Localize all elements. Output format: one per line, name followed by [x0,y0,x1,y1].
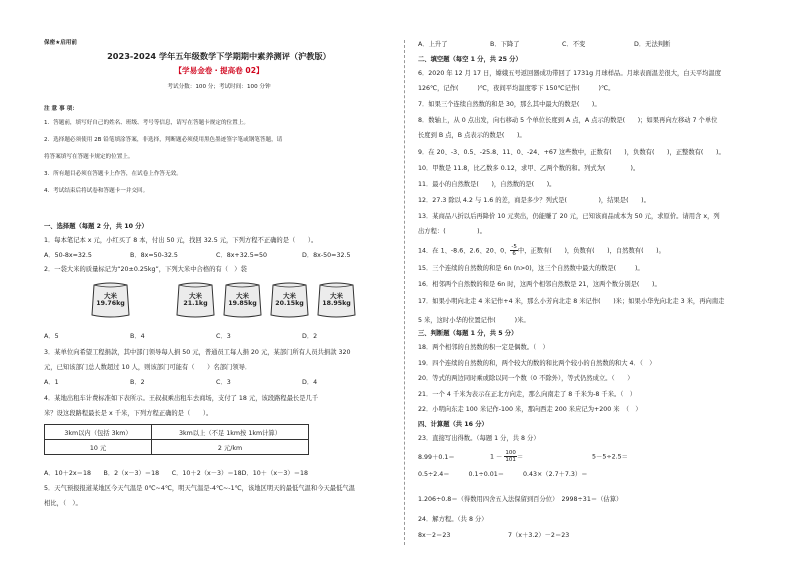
equation-title: 24．解方程。（共 8 分） [418,516,488,523]
fare-table [44,424,309,455]
bag-label: 大米 [283,292,296,300]
rice-bag [89,281,132,319]
note-3: 3．所有题目必须在答题卡上作答，在试卷上作答无效。 [44,171,182,177]
fraction-denominator: 101 [505,457,516,463]
q2-option-c[interactable]: C．3 [216,333,231,340]
fare-header-within-3km: 3km以内（包括 3km） [45,425,152,440]
q5-option-c[interactable]: C．不变 [562,41,586,48]
judge-item: 18．两个相邻的自然数的积一定是偶数。（ ） [418,344,549,351]
fill-line: 8．数轴上，从 0 点出发，向右移动 5 个单位长度到 A 点，A 点示的数是( )；如果再向左移动 7 个单位 [418,117,718,124]
question-5-cont: 相比，（ ）。 [44,500,82,507]
rice-bags [44,281,394,325]
fill-line: 5 米，这时小华的位置记作( )米。 [418,317,530,324]
calc-row-1 [418,450,628,463]
rice-bag [268,281,311,319]
section3-title: 三、判断题（每题 1 分，共 5 分） [418,330,518,337]
q4-options[interactable]: A．10＋2x＝18 B．2（x－3）＝18 C．10＋2（x－3）＝18D．10＋（x－3）＝18 [44,470,309,477]
bag-label: 大米 [236,292,249,300]
fill-line: 11．最小的自然数是( )，自然数的是( )。 [418,181,556,188]
calc-row-2: 0.5÷2.4＝ 0.1÷0.01＝ 0.43×（2.7＋7.3）＝ [418,471,588,478]
exam-subtitle: 【学易金卷・提高卷 02】 [174,66,264,75]
q14-prefix: 14．在 1、-8.6、2.6、20、0、 [418,247,511,255]
q2-option-b[interactable]: B．4 [130,333,145,340]
q2-option-d[interactable]: D．2 [302,333,318,340]
fare-value-over-3km: 2 元/km [152,440,309,455]
bag-label: 大米 [189,292,202,300]
bag-label: 大米 [330,292,343,300]
q1-option-a[interactable]: A．50-8x=32.5 [44,252,92,259]
calc-fraction-prefix: 1 － [490,453,503,461]
section2-title: 二、填空题（每空 1 分，共 25 分） [418,56,522,63]
judge-item: 19．四个连续的自然数的和，两个较大的数的和比两个较小的自然数的和大 4．（ ） [418,360,656,367]
rice-bag [315,281,358,319]
bag-weight: 19.85kg [228,300,257,307]
notes-title: 注 意 事 项： [44,106,78,112]
fraction [510,244,517,257]
calc-item: 5－5÷2.5＝ [592,453,628,461]
calc-item: 8.99＋0.1＝ [418,453,455,461]
q3-option-b[interactable]: B．2 [130,379,145,386]
calc-fraction-suffix: ＝ [516,453,524,461]
question-3-cont: 元，已知该部门总人数超过 10 人，则该部门可能有（ ）名部门领导． [44,364,252,371]
q1-option-b[interactable]: B．8x=50-32.5 [130,252,178,259]
fraction-denominator: 6 [512,251,516,257]
calc-title: 23．直接写出得数。（每题 1 分，共 8 分） [418,435,540,442]
q14-suffix: 中，正数有( )，负数有( )，自然数有( )。 [517,247,665,255]
fare-header-over-3km: 3km以上（不足 1km按 1km计算） [152,425,309,440]
fraction [504,450,517,463]
q5-options [418,41,706,49]
equation-2: 7（x＋3.2）－2＝23 [508,532,570,539]
q3-options [44,379,388,387]
fill-line: 长度到 B 点，B 点表示的数是( )。 [418,132,526,139]
fill-line: 出方程：( )。 [418,228,486,235]
bag-label: 大米 [104,292,117,300]
bag-weight: 20.15kg [275,300,304,307]
calc-item-fraction [490,450,590,463]
q1-option-c[interactable]: C．8x+32.5=50 [216,252,268,259]
q3-option-a[interactable]: A．1 [44,379,59,386]
fill-line: 6．2020 年 12 月 17 日，嫦娥五号返回器成功带回了 1731g 月球样品。月球表面温差很大，白天平均温度 [418,70,722,77]
calc-row-3: 1.206÷0.8＝（得数用四舍五入法保留到百分位） 2998÷31＝（估算） [418,496,623,503]
q1-option-d[interactable]: D．8x-50=32.5 [302,252,351,259]
fill-line: 17．如果小明向北走 4 米记作+4 米，那么小芳向北走 8 米记作( )米；如果小华先向北走 3 米，再向南走 [418,298,725,305]
q2-option-a[interactable]: A．5 [44,333,59,340]
left-column [44,0,394,562]
q5-option-d[interactable]: D．无法判断 [634,41,671,48]
bag-weight: 21.1kg [183,300,208,307]
fill-line: 10．甲数是 11.8，比乙数多 0.12，求甲、乙两个数的和。列式为( )。 [418,165,640,172]
q5-option-b[interactable]: B．下降了 [490,41,520,48]
secret-label: 保密★启用前 [44,40,77,46]
fill-line: 16．相邻两个自然数的和是 6n 时，这两个相邻自然数是 21，这两个数分别是( )。 [418,281,661,288]
fill-line: 13．某商品八折以后再降价 10 元卖出，仍能赚了 20 元，已知该商品成本为 50 元，求原价。请用含 x，列 [418,213,720,220]
judge-item: 22．小明向东走 100 米记作-100 米，那向西走 200 米应记为+200 米 （ ） [418,406,642,413]
q5-option-a[interactable]: A．上升了 [418,41,448,48]
exam-meta: 考试分数：100 分；考试时间：100 分钟 [167,84,271,90]
equation-1: 8x－2＝23 [418,532,451,539]
judge-item: 20．等式的两边同时乘或除以同一个数（0 不除外），等式仍然成立。（ ） [418,375,634,382]
question-5: 5．天气预报报道某地区今天气温是 0℃~4℃，明天气温是-4℃~-1℃，该地区明天的最低气温和今天最低气温 [44,485,355,492]
fill-line: 9．在 20、-3、0.5、-25.8、11、0、-24、+67 这些数中，正数有( )，负数有( )，正整数有( )。 [418,149,725,156]
bag-weight: 18.95kg [322,300,351,307]
bag-weight: 19.76kg [96,300,125,307]
note-1: 1．答题前，填写好自己的姓名、班级、考号等信息，请写在答题卡规定的位置上。 [44,120,249,126]
fill-line: 7．如果三个连续自然数的和是 30，那么其中最大的数是( )。 [418,101,601,108]
rice-bag [174,281,217,319]
question-4: 4．某地出租车计费标准如下表所示。王叔叔乘出租车去商场，支付了 18 元，该段路程最长是几千 [44,395,319,402]
fraction-numerator: 100 [505,450,516,456]
q2-options [44,333,388,341]
question-14 [418,244,665,257]
fare-value-within-3km: 10 元 [45,440,152,455]
exam-title: 2023-2024 学年五年级数学下学期期中素养测评（沪教版） [107,51,331,61]
question-4-cont: 米？设这段路程最长是 x 千米，下列方程正确的是（ ）。 [44,410,213,417]
column-divider [404,40,405,545]
note-4: 4．考试结束后将试卷和答题卡一并交回。 [44,188,149,194]
equation-row [418,532,569,540]
q3-option-c[interactable]: C．3 [216,379,231,386]
question-1: 1．每本笔记本 x 元，小红买了 8 本，付出 50 元，找回 32.5 元，下列方程不正确的是（ ）。 [44,237,318,244]
q1-options [44,252,388,260]
judge-item: 21．一个 4 千米为表示在正北方向走，那么向南走了 8 千米为-8 千米。（ ） [418,391,637,398]
fill-line: 126℃，记作( )℃，夜间平均温度零下 150℃记作( )℃。 [418,85,615,92]
right-column [418,0,758,562]
rice-bag [221,281,264,319]
q3-option-d[interactable]: D．4 [302,379,318,386]
note-2: 2．选择题必须使用 2B 铅笔填涂答案，非选择，判断题必须使用黑色墨迹签字笔或钢笔答题，请 [44,137,283,143]
section4-title: 四、计算题（共 16 分） [418,421,488,428]
fraction-numerator: -5 [511,244,517,250]
question-2: 2．一袋大米的质量标记为“20±0.25kg”，下列大米中合格的有（ ）袋 [44,266,247,273]
fill-line: 15．三个连续的自然数的和是 6n (n>0)，这三个自然数中最大的数是( )。 [418,265,644,272]
section1-title: 一、选择题（每题 2 分，共 10 分） [44,223,148,230]
question-3: 3．某单位向希望工程捐款，其中部门领导每人捐 50 元，普通员工每人捐 20 元，某部门所有人员共捐款 320 [44,349,351,356]
fill-line: 12．27.3 除以 4.2 与 1.6 的差，商是多少？列式是( )，结果是( )。 [418,197,650,204]
note-2-cont: 将答案填写在答题卡规定的位置上。 [44,154,134,160]
